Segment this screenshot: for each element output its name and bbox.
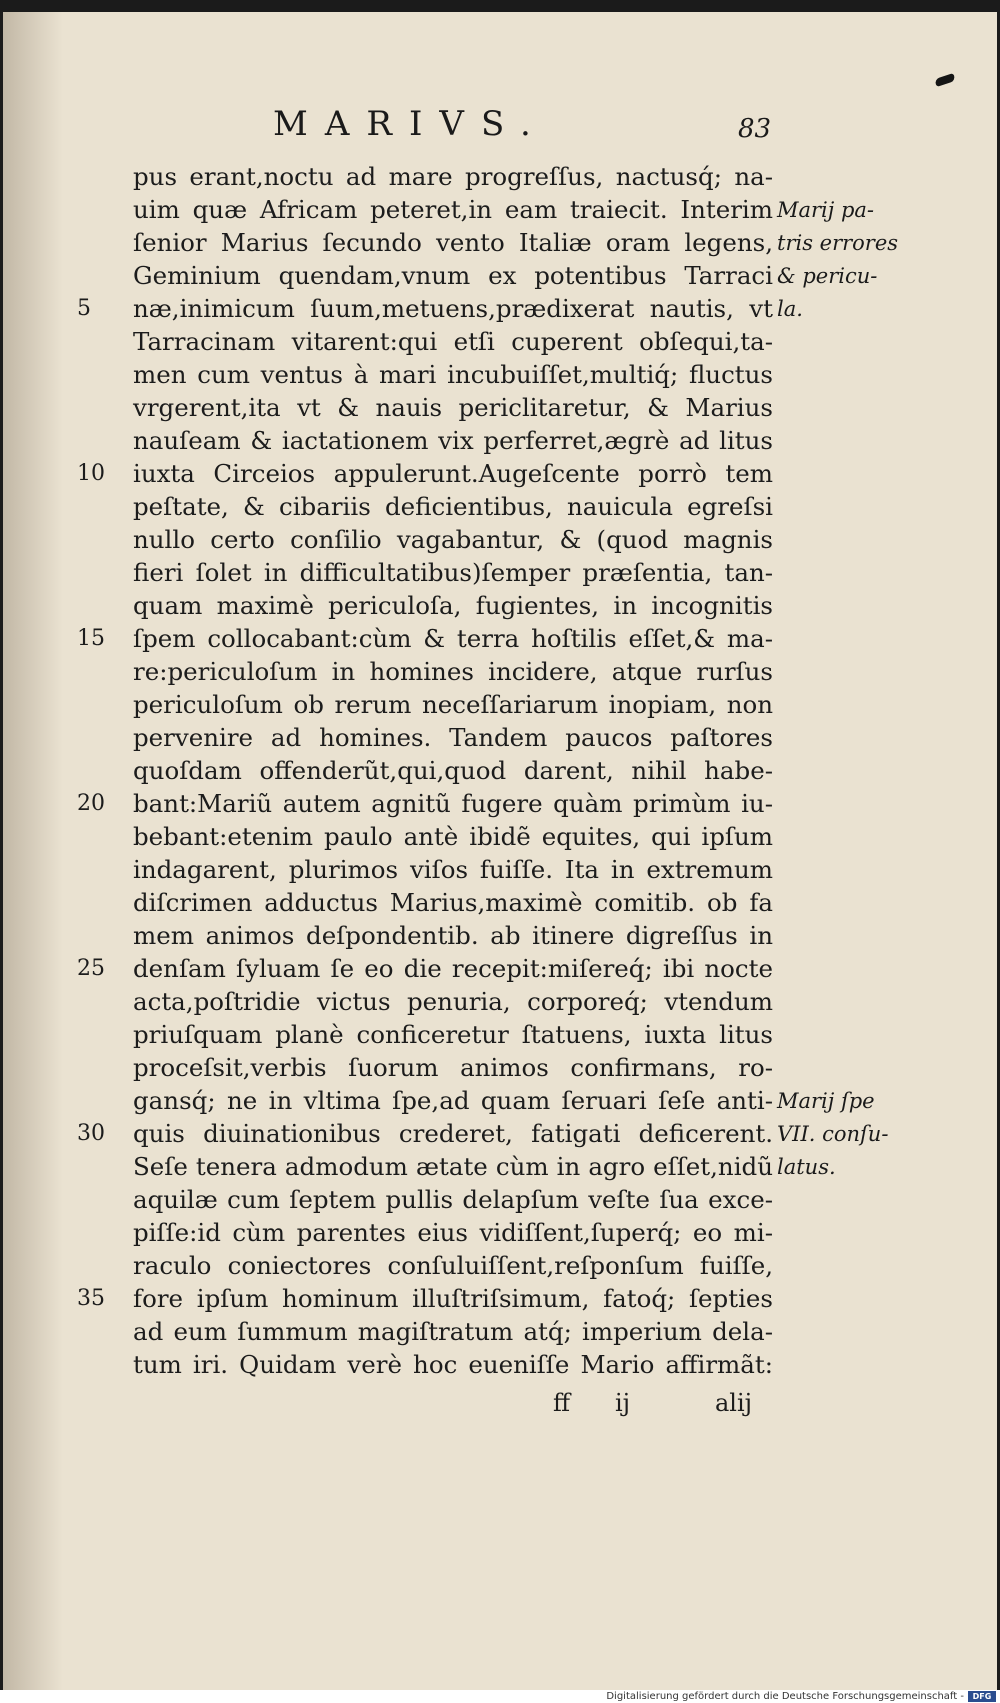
text-line: priuſquam planè conficeretur ſtatuens, iuxta litus [133, 1020, 773, 1049]
text-line: diſcrimen adductus Marius,maximè comitib. ob fa [133, 888, 773, 917]
marginal-note: VII. conſu- [777, 1122, 889, 1146]
text-line: uim quæ Africam peteret,in eam traiecit. Interim [133, 195, 773, 224]
line-number: 15 [77, 626, 105, 651]
text-line: denſam ſyluam ſe eo die recepit:miſereq́; ibi nocte [133, 954, 773, 983]
text-line: re:periculoſum in homines incidere, atque rurſus [133, 657, 773, 686]
signature-number: ij [615, 1389, 631, 1417]
text-line: proceſsit,verbis ſuorum animos confirmans, ro- [133, 1053, 773, 1082]
text-line: nauſeam & iactationem vix perferret,ægrè ad litus [133, 426, 773, 455]
text-line: gansq́; ne in vltima ſpe,ad quam ſeruari ſeſe anti- [133, 1086, 773, 1115]
running-title: MARIVS. [273, 104, 548, 144]
funding-credit: Digitalisierung gefördert durch die Deutsche Forschungsgemeinschaft - [606, 1691, 964, 1702]
line-number: 20 [77, 791, 105, 816]
text-line: quoſdam offenderũt,qui,quod darent, nihil habe- [133, 756, 773, 785]
text-line: tum iri. Quidam verè hoc eueniſſe Mario affirmãt: [133, 1350, 773, 1379]
text-line: næ,inimicum ſuum,metuens,prædixerat nautis, vt [133, 294, 773, 323]
text-line: piſſe:id cùm parentes eius vidiſſent,ſuperq́; eo mi- [133, 1218, 773, 1247]
signature-mark: ff [553, 1389, 571, 1417]
line-number: 10 [77, 461, 105, 486]
text-line: fieri ſolet in difficultatibus)ſemper præſentia, tan- [133, 558, 773, 587]
marginal-note: latus. [777, 1155, 836, 1179]
catchword-line [3, 1389, 997, 1423]
line-number: 25 [77, 956, 105, 981]
line-number: 30 [77, 1121, 105, 1146]
marginal-note: Marij pa- [777, 198, 875, 222]
page-header [3, 104, 997, 154]
line-number: 5 [77, 296, 91, 321]
book-page [3, 12, 997, 1690]
marginal-note: la. [777, 297, 803, 321]
gutter-shadow [3, 12, 63, 1690]
text-line: indagarent, plurimos viſos fuiſſe. Ita in extremum [133, 855, 773, 884]
ink-mark [934, 73, 955, 87]
text-line: Seſe tenera admodum ætate cùm in agro eſſet,nidũ [133, 1152, 773, 1181]
text-line: Geminium quendam,vnum ex potentibus Tarraci [133, 261, 773, 290]
text-line: men cum ventus à mari incubuiſſet,multiq́; fluctus [133, 360, 773, 389]
text-line: quam maximè periculoſa, fugientes, in incognitis [133, 591, 773, 620]
dfg-logo: DFG [968, 1691, 996, 1702]
footer-bar [0, 1690, 1000, 1703]
text-line: peſtate, & cibariis deficientibus, nauicula egreſsi [133, 492, 773, 521]
marginal-note: & pericu- [777, 264, 878, 288]
marginal-note: tris errores [777, 231, 899, 255]
text-line: bebant:etenim paulo antè ibidẽ equites, qui ipſum [133, 822, 773, 851]
text-line: Tarracinam vitarent:qui etſi cuperent obſequi,ta- [133, 327, 773, 356]
text-line: ad eum ſummum magiſtratum atq́; imperium dela- [133, 1317, 773, 1346]
catchword: alij [715, 1389, 753, 1417]
text-line: acta,poſtridie victus penuria, corporeq́; vtendum [133, 987, 773, 1016]
text-line: raculo coniectores conſuluiſſent,reſponſum fuiſſe, [133, 1251, 773, 1280]
text-line: periculoſum ob rerum neceſſariarum inopiam, non [133, 690, 773, 719]
text-line: ſpem collocabant:cùm & terra hoſtilis eſſet,& ma- [133, 624, 773, 653]
text-line: mem animos deſpondentib. ab itinere digreſſus in [133, 921, 773, 950]
text-line: pervenire ad homines. Tandem paucos paſtores [133, 723, 773, 752]
text-line: vrgerent,ita vt & nauis periclitaretur, & Marius [133, 393, 773, 422]
marginal-note: Marij ſpe [777, 1089, 875, 1113]
text-line: ſenior Marius ſecundo vento Italiæ oram legens, [133, 228, 773, 257]
text-line: quis diuinationibus crederet, fatigati deficerent. [133, 1119, 773, 1148]
line-number: 35 [77, 1286, 105, 1311]
text-line: aquilæ cum ſeptem pullis delapſum veſte ſua exce- [133, 1185, 773, 1214]
text-line: bant:Mariũ autem agnitũ fugere quàm primùm iu- [133, 789, 773, 818]
text-line: iuxta Circeios appulerunt.Augeſcente porrò tem [133, 459, 773, 488]
text-line: nullo certo conſilio vagabantur, & (quod magnis [133, 525, 773, 554]
text-line: pus erant,noctu ad mare progreſſus, nactusq́; na- [133, 162, 773, 191]
text-line: fore ipſum hominum illuſtriſsimum, fatoq́; ſepties [133, 1284, 773, 1313]
page-number: 83 [738, 114, 772, 144]
